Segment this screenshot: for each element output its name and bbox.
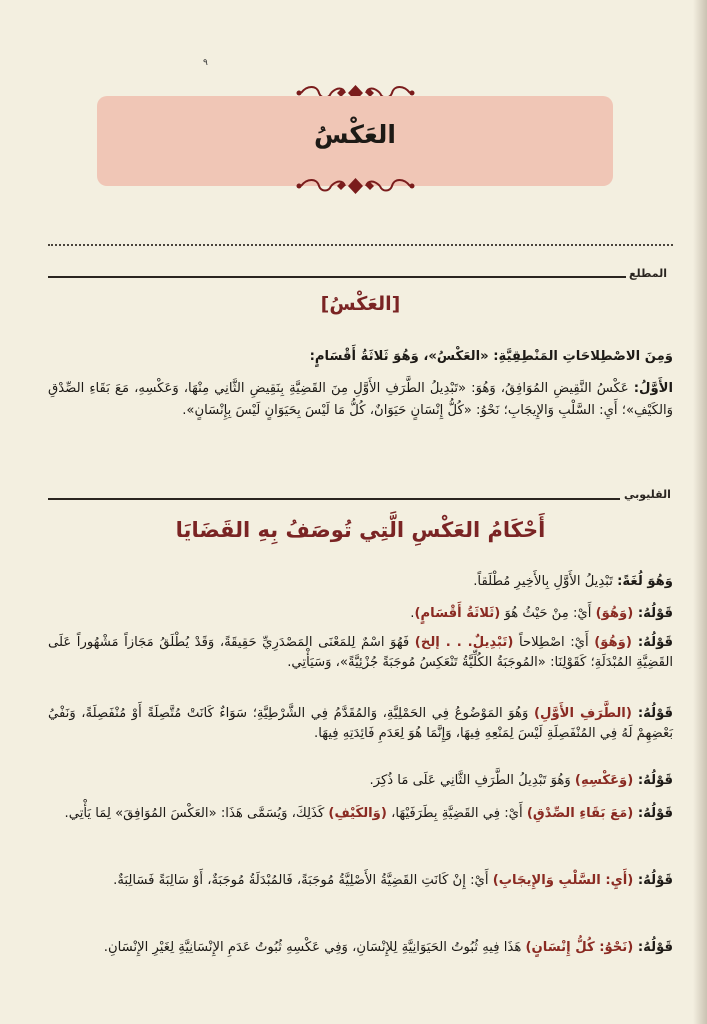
section-label-sharh: القليوبي: [624, 488, 671, 501]
matn-intro-suffix: ، وَهُوَ ثَلاثَةُ أَقْسَامٍ:: [309, 349, 429, 364]
body-text: أَيْ: اصْطِلاحاً: [513, 635, 595, 650]
section-rule-sharh: [48, 498, 620, 500]
page-marker: ۹: [203, 58, 208, 68]
sharh-paragraph: [48, 572, 673, 592]
page-edge-shadow: [693, 0, 707, 1024]
body-text: أَيْ: إِنْ كَانَتِ القَضِيَّةُ الأَصْلِيَّةُ مُوجَبَةً، فَالمُبْدَلَةُ مُوجَبَةٌ، أَوْ سَالِبَةً فَسَالِبَةٌ.: [113, 873, 493, 888]
matn-first-label: الأَوَّلُ:: [633, 381, 673, 396]
ornament-bottom: [293, 176, 418, 196]
body-text: هَذَا فِيهِ ثُبُوتُ الحَيَوَانِيَّةِ لِلإِنْسَانِ، وَفِي عَكْسِهِ ثُبُوتُ عَدَمِ الإِنْسَانِيَّةِ لِغَيْرِ الإِنْسَانِ.: [103, 940, 526, 955]
sharh-paragraph: [48, 771, 673, 791]
matn-intro: [48, 347, 673, 367]
body-text: أَيْ: فِي القَضِيَّةِ بِطَرَفَيْهَا،: [386, 806, 527, 821]
quoted-phrase: (الطَّرَفِ الأَوَّلِ): [533, 706, 638, 721]
body-text: فَهُوَ اسْمٌ لِلمَعْنَى المَصْدَرِيِّ حَقِيقَةً، وَقَدْ يُطْلَقُ مَجَازاً مَشْهُوراً عَلَى القَضِيَّةِ المُبْدَلَةِ؛ كَقَوْلِنَا: «المُوجَبَةُ الكُلِّيَّةُ تَنْعَكِسُ مُوجَبَةً جُزْئِيَّةً»، وَسَيَأْتِي.: [48, 635, 673, 670]
matn-heading: [العَكْسُ]: [320, 293, 401, 315]
body-text: تَبْدِيلُ الأَوَّلِ بِالأَخِيرِ مُطْلَقاً.: [473, 574, 618, 589]
quoted-phrase: (وَهُوَ): [595, 606, 638, 621]
matn-intro-term: «العَكْسُ»: [428, 349, 489, 364]
sharh-heading: أَحْكَامُ العَكْسِ الَّتِي تُوصَفُ بِهِ القَضَايَا: [175, 518, 546, 542]
quoted-phrase: (نَحْوُ: كُلُّ إِنْسَانٍ): [525, 940, 638, 955]
lead-word: قَوْلُهُ:: [637, 706, 673, 721]
lead-word: قَوْلُهُ:: [637, 873, 673, 888]
sharh-paragraph: [48, 804, 673, 824]
body-text: وَهُوَ المَوْضُوعُ فِي الحَمْلِيَّةِ، وَالمُقَدَّمُ فِي الشَّرْطِيَّةِ؛ سَوَاءٌ كَانَتْ مُتَّصِلَةً أَوْ مُنْفَصِلَةً، وَنَفْيُ بَعْضِهِمْ لَهُ فِي المُنْفَصِلَةِ لَيْسَ لِمَنْعِهِ فِيهَا، وَإِنَّمَا هُوَ لِعَدَمِ فَائِدَتِهِ فِيهَا.: [48, 706, 673, 741]
lead-word: قَوْلُهُ:: [637, 635, 673, 650]
section-label-matn: المطلع: [629, 267, 667, 280]
matn-first-definition: [48, 378, 673, 422]
chapter-title-box: [97, 96, 613, 186]
quoted-phrase: (ثَلاثَةُ أَقْسَامٍ): [414, 606, 501, 621]
matn-first-text: عَكْسُ النَّقِيضِ المُوَافِقُ، وَهُوَ: «تَبْدِيلُ الطَّرَفِ الأَوَّلِ مِنَ القَضِيَّةِ بِنَقِيضِ الثَّانِي مِنْهَا، وَعَكْسِهِ، مَعَ بَقَاءِ الصِّدْقِ وَالكَيْفِ»؛ أَيِ: السَّلْبِ وَالإِيجَابِ؛ نَحْوُ: «كُلُّ إِنْسَانٍ حَيَوَانٌ، كُلُّ مَا لَيْسَ بِحَيَوَانٍ لَيْسَ بِإِنْسَانٍ».: [48, 381, 673, 418]
lead-word: قَوْلُهُ:: [637, 773, 673, 788]
sharh-paragraph: [48, 704, 673, 744]
body-text: كَذَلِكَ، وَيُسَمَّى هَذَا: «العَكْسَ المُوَافِقَ» لِمَا يَأْتِي.: [64, 806, 329, 821]
body-text: وَهُوَ تَبْدِيلُ الطَّرَفِ الثَّانِي عَلَى مَا ذُكِرَ.: [369, 773, 575, 788]
lead-word: قَوْلُهُ:: [637, 940, 673, 955]
quoted-phrase: (أَيِ: السَّلْبِ وَالإِيجَابِ): [492, 873, 638, 888]
body-text: .: [410, 606, 415, 621]
lead-word: وَهُوَ لُغَةً:: [617, 574, 673, 589]
quoted-phrase: (تَبْدِيلٌ. . . إلخ): [414, 635, 514, 650]
body-text: أَيْ: مِنْ حَيْثُ هُوَ: [500, 606, 596, 621]
quoted-phrase: (وَعَكْسِهِ): [574, 773, 638, 788]
sharh-paragraph: [48, 604, 673, 624]
quoted-phrase: (مَعَ بَقَاءِ الصِّدْقِ): [526, 806, 638, 821]
quoted-phrase: (وَهُوَ): [594, 635, 638, 650]
quoted-phrase: (وَالكَيْفِ): [328, 806, 387, 821]
section-rule-matn: [48, 276, 626, 278]
chapter-title: العَكْسُ: [314, 120, 396, 149]
lead-word: قَوْلُهُ:: [637, 606, 673, 621]
lead-word: قَوْلُهُ:: [637, 806, 673, 821]
matn-intro-prefix: وَمِنَ الاصْطِلاحَاتِ المَنْطِقِيَّةِ:: [488, 349, 673, 364]
sharh-paragraph: [48, 633, 673, 673]
sharh-paragraph: [48, 938, 673, 958]
dotted-separator: [48, 236, 673, 246]
sharh-paragraph: [48, 871, 673, 891]
